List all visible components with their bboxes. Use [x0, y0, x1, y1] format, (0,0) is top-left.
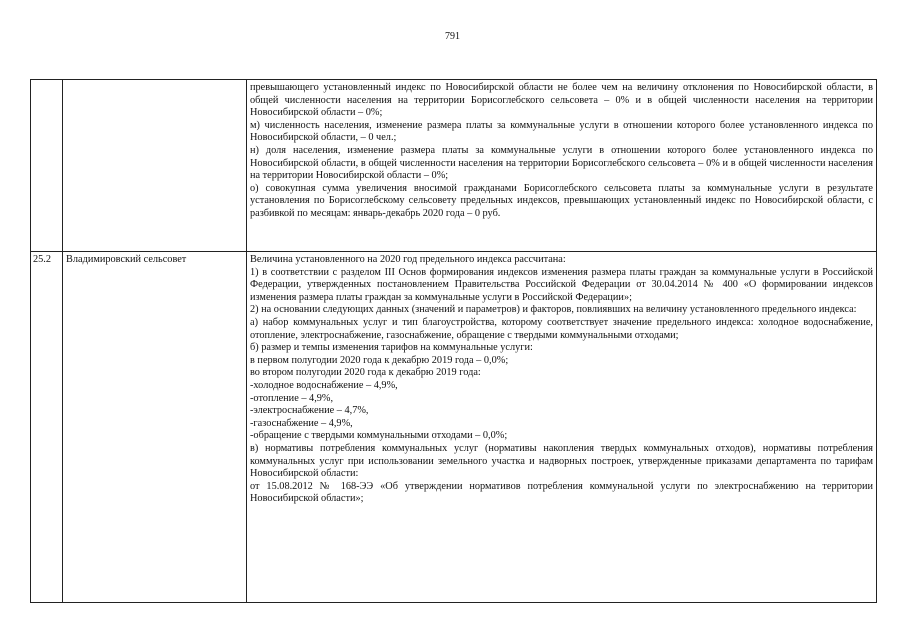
paragraph: -обращение с твердыми коммунальными отходами – 0,0%; [250, 430, 508, 442]
table-row [31, 80, 877, 252]
content-cell [247, 252, 877, 603]
page-number: 791 [445, 31, 460, 42]
paragraph: 1) в соответствии с разделом III Основ формирования индексов изменения размера платы граждан за коммунальные услуги в Российской Федерации, утвержденных постановлением Правительства Российской Федерации от 30.04.2014 № 400 «О формировании индексов изменения размера платы граждан за коммунальные услуги в Российской Федерации»; [250, 266, 873, 303]
paragraph: превышающего установленный индекс по Новосибирской области не более чем на величину отклонения по Новосибирской области, в общей численности населения на территории Борисоглебского сельсовета – 0% и в общей численности населения на территории Новосибирской области – 0%; [250, 82, 873, 119]
paragraph: б) размер и темпы изменения тарифов на коммунальные услуги: [250, 342, 533, 354]
row-number-cell [31, 80, 63, 252]
paragraph: -электроснабжение – 4,7%, [250, 405, 369, 417]
paragraph: 2) на основании следующих данных (значений и параметров) и факторов, повлиявших на величину установленного предельного индекса: [250, 304, 857, 316]
document-table [30, 79, 877, 603]
municipality-name-cell: Владимировский сельсовет [63, 252, 247, 603]
municipality-name-cell [63, 80, 247, 252]
paragraph: а) набор коммунальных услуг и тип благоустройства, которому соответствует значение предельного индекса: холодное водоснабжение, отопление, электроснабжение, газоснабжение, обращение с твердыми коммунальными отходами; [250, 316, 873, 341]
paragraph: -холодное водоснабжение – 4,9%, [250, 379, 398, 391]
paragraph: в) нормативы потребления коммунальных услуг (нормативы накопления твердых коммунальных отходов), нормативы потребления коммунальных услуг при использовании земельного участка и надворных построек, утвержденные приказами департамента по тарифам Новосибирской области: [250, 442, 873, 480]
paragraph: Величина установленного на 2020 год предельного индекса рассчитана: [250, 254, 566, 265]
paragraph: н) доля населения, изменение размера платы за коммунальные услуги в отношении которого более установленного индекса по Новосибирской области, в общей численности населения на территории Борисоглебского сельсовета – 0% и в общей численности населения на территории Новосибирской области – 0%; [250, 144, 873, 182]
paragraph: в первом полугодии 2020 года к декабрю 2019 года – 0,0%; [250, 354, 509, 366]
paragraph: о) совокупная сумма увеличения вносимой гражданами Борисоглебского сельсовета платы за коммунальные услуги в результате установления по Борисоглебскому сельсовету предельных индексов, превышающих установленный индекс по Новосибирской области, с разбивкой по месяцам: январь-декабрь 2020 года – 0 руб. [250, 182, 873, 219]
row-number-cell: 25.2 [31, 252, 63, 603]
paragraph: во втором полугодии 2020 года к декабрю 2019 года: [250, 367, 481, 379]
paragraph: -газоснабжение – 4,9%, [250, 417, 353, 429]
paragraph: м) численность населения, изменение размера платы за коммунальные услуги в отношении которого более установленного индекса по Новосибирской области, – 0 чел.; [250, 119, 873, 144]
paragraph: от 15.08.2012 № 168-ЭЭ «Об утверждении нормативов потребления коммунальной услуги по электроснабжению на территории Новосибирской области»; [250, 480, 873, 505]
table-row [31, 252, 877, 603]
paragraph: -отопление – 4,9%, [250, 392, 334, 404]
content-cell [247, 80, 877, 252]
